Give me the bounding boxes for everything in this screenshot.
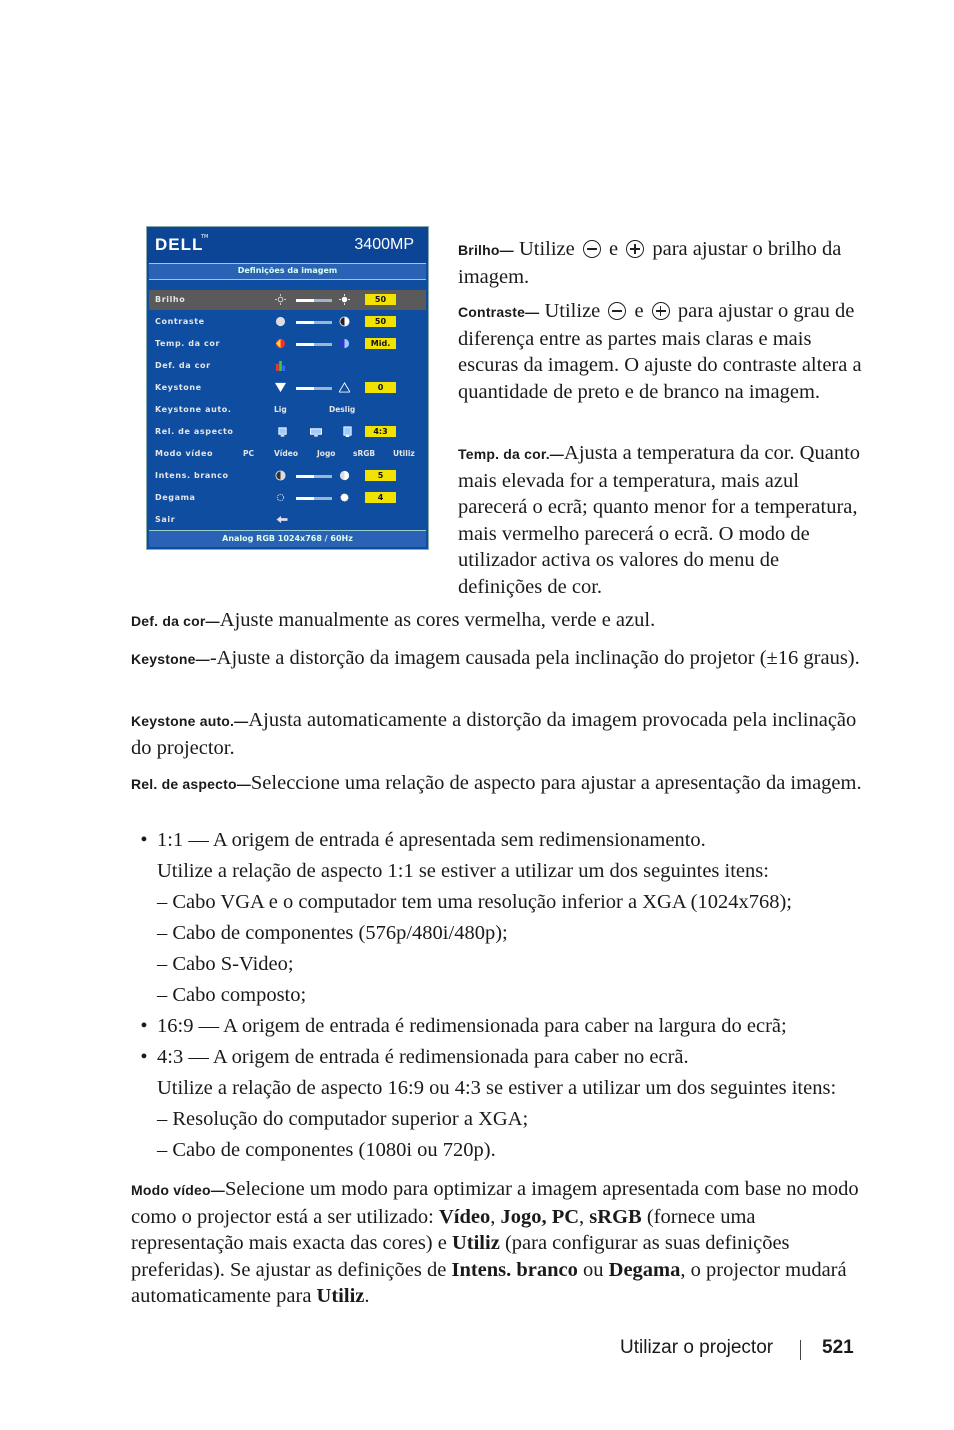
osd-row-temp-cor	[149, 334, 426, 354]
text-bold: Jogo, PC	[500, 1205, 580, 1228]
osd-option-lig: Lig	[274, 405, 287, 414]
list-item: • 1:1 — A origem de entrada é apresentada sem redimensionamento.	[140, 829, 706, 851]
text: Seleccione uma relação de aspecto para ajustar a apresentação da imagem.	[250, 772, 862, 794]
degama-slider	[296, 497, 332, 500]
osd-label: Contraste	[155, 317, 205, 326]
text: Utilize	[544, 300, 601, 322]
text: Ajusta automaticamente a distorção da imagem provocada pela inclinação do projector.	[131, 709, 857, 759]
term-rel-aspecto: Rel. de aspecto—	[131, 776, 251, 792]
paragraph-def-cor	[131, 607, 871, 635]
text: Ajuste manualmente as cores vermelha, verde e azul.	[219, 609, 656, 631]
osd-row-contraste	[149, 312, 426, 332]
white-intensity-high-icon	[339, 470, 350, 481]
plus-button-icon	[652, 302, 670, 320]
text: ou	[577, 1258, 609, 1281]
term-temp-cor: Temp. da cor.—	[458, 446, 565, 462]
minus-button-icon	[583, 240, 601, 258]
paragraph-brilho	[458, 236, 868, 290]
osd-label: Brilho	[155, 295, 186, 304]
osd-label: Intens. branco	[155, 471, 229, 480]
contrast-low-icon	[275, 316, 286, 327]
osd-label: Def. da cor	[155, 361, 211, 370]
paragraph-temp-cor	[458, 440, 868, 600]
osd-row-degama	[149, 488, 426, 508]
minus-button-icon	[608, 302, 626, 320]
term-def-cor: Def. da cor—	[131, 613, 220, 629]
osd-option-srgb: sRGB	[353, 449, 376, 458]
text-bold: Utiliz	[316, 1285, 365, 1307]
list-item-dash: – Resolução do computador superior a XGA;	[157, 1108, 529, 1130]
brilho-slider	[296, 299, 332, 302]
osd-title: Definições da imagem	[149, 263, 426, 280]
intens-branco-slider	[296, 475, 332, 478]
osd-value: 0	[365, 382, 396, 393]
list-item-sub: Utilize a relação de aspecto 16:9 ou 4:3 se estiver a utilizar um dos seguintes itens:	[157, 1077, 837, 1099]
rgb-bars-icon	[275, 360, 286, 371]
osd-footer-signal: Analog RGB 1024x768 / 60Hz	[149, 530, 426, 547]
contrast-high-icon	[339, 316, 350, 327]
osd-value: Mid.	[365, 338, 396, 349]
osd-label: Keystone	[155, 383, 202, 392]
text: para ajustar o brilho da imagem.	[458, 238, 842, 288]
list-item-dash: – Cabo VGA e o computador tem uma resolução inferior a XGA (1024x768);	[157, 891, 792, 913]
osd-value: 50	[365, 316, 396, 327]
trademark: TM	[201, 234, 209, 240]
white-intensity-low-icon	[275, 470, 286, 481]
text: (para configurar as suas definições preferidas). Se ajustar as definições de	[131, 1232, 790, 1281]
degamma-low-icon	[275, 492, 286, 503]
text: Selecione um modo para optimizar a imagem apresentada com base no modo como o projector está a ser utilizado:	[131, 1178, 859, 1228]
text: -Ajuste a distorção da imagem causada pela inclinação do projetor (±16 graus).	[209, 647, 860, 669]
osd-label: Keystone auto.	[155, 405, 232, 414]
aspect-1-1-icon	[277, 426, 288, 437]
list-item-dash: – Cabo de componentes (576p/480i/480p);	[157, 922, 508, 944]
degamma-high-icon	[339, 492, 350, 503]
text: ,	[490, 1205, 501, 1228]
text: e	[634, 300, 644, 322]
osd-row-keystone-auto	[149, 400, 426, 420]
osd-menu-screenshot	[146, 226, 429, 550]
aspect-16-9-icon	[309, 426, 323, 437]
text-bold: Degama	[608, 1258, 681, 1281]
paragraph-modo-video	[131, 1176, 871, 1310]
osd-row-brilho	[149, 290, 426, 310]
paragraph-rel-aspecto	[131, 770, 871, 798]
term-keystone: Keystone—	[131, 651, 210, 667]
plus-button-icon	[626, 240, 644, 258]
term-contraste: Contraste—	[458, 304, 540, 320]
osd-option-jogo: Jogo	[317, 449, 336, 458]
term-modo-video: Modo vídeo—	[131, 1182, 225, 1198]
osd-row-def-cor	[149, 356, 426, 376]
footer-divider	[800, 1340, 801, 1360]
osd-value: 4	[365, 492, 396, 503]
contraste-slider	[296, 321, 332, 324]
text: 1:1 — A origem de entrada é apresentada sem redimensionamento.	[157, 829, 706, 851]
text: Ajusta a temperatura da cor. Quanto mais elevada for a temperatura, mais azul parecerá o ecrã; quanto menor for a temperatura, mais vermelho parecerá o ecrã. O modo de utilizador activa os valores do menu de definições de cor.	[458, 442, 861, 598]
aspect-ratio-list	[131, 825, 876, 1166]
footer-section-title: Utilizar o projector	[620, 1337, 774, 1358]
text: 4:3 — A origem de entrada é redimensionada para caber no ecrã.	[157, 1046, 689, 1068]
exit-arrow-icon	[275, 514, 289, 525]
term-brilho: Brilho—	[458, 242, 514, 258]
osd-option-utiliz: Utiliz	[393, 449, 415, 458]
osd-label: Degama	[155, 493, 196, 502]
term-keystone-auto: Keystone auto.—	[131, 713, 249, 729]
page-number: 521	[822, 1337, 854, 1358]
keystone-up-icon	[339, 382, 350, 393]
paragraph-contraste	[458, 298, 868, 405]
list-item-dash: – Cabo de componentes (1080i ou 720p).	[157, 1139, 496, 1161]
sun-bright-icon	[339, 294, 350, 305]
paragraph-keystone	[131, 645, 871, 673]
list-item: • 4:3 — A origem de entrada é redimensionada para caber no ecrã.	[140, 1046, 689, 1068]
osd-row-keystone	[149, 378, 426, 398]
osd-label: Rel. de aspecto	[155, 427, 234, 436]
text: e	[609, 238, 619, 260]
list-item-dash: – Cabo composto;	[157, 984, 307, 1006]
text: 16:9 — A origem de entrada é redimensionada para caber na largura do ecrã;	[157, 1015, 787, 1037]
osd-label: Sair	[155, 515, 176, 524]
paragraph-keystone-auto	[131, 707, 871, 761]
list-item: • 16:9 — A origem de entrada é redimensionada para caber na largura do ecrã;	[140, 1015, 787, 1037]
osd-value: 4:3	[365, 426, 396, 437]
osd-option-video: Vídeo	[274, 449, 298, 458]
aspect-4-3-icon	[342, 426, 353, 437]
osd-header	[147, 227, 428, 263]
osd-row-sair	[149, 510, 426, 530]
osd-value: 5	[365, 470, 396, 481]
sun-dim-icon	[275, 294, 286, 305]
text: ,	[579, 1205, 590, 1228]
osd-row-modo-video	[149, 444, 426, 464]
text-bold: Intens. branco	[451, 1258, 578, 1281]
list-item-dash: – Cabo S-Video;	[157, 953, 294, 975]
osd-option-pc: PC	[243, 449, 255, 458]
osd-option-deslig: Deslig	[329, 405, 356, 414]
text: Utilize	[518, 238, 575, 260]
text: para ajustar o grau de diferença entre as partes mais claras e mais escuras da imagem. O ajuste do contraste altera a quantidade de preto e de branco na imagem.	[458, 300, 862, 403]
model-name: 3400MP	[354, 236, 414, 253]
text: .	[364, 1285, 370, 1307]
temp-cor-slider	[296, 343, 332, 346]
osd-value: 50	[365, 294, 396, 305]
osd-label: Modo vídeo	[155, 449, 214, 458]
dell-logo: DELL	[155, 235, 204, 254]
osd-label: Temp. da cor	[155, 339, 221, 348]
text: (fornece uma representação mais exacta das cores) e	[131, 1205, 756, 1254]
osd-row-intens-branco	[149, 466, 426, 486]
text: , o projector mudará automaticamente para	[131, 1258, 847, 1307]
text-bold: Utiliz	[451, 1232, 500, 1254]
color-temp-cool-icon	[339, 338, 350, 349]
text-bold: sRGB	[589, 1205, 642, 1228]
text-bold: Vídeo	[438, 1205, 491, 1228]
osd-row-rel-aspecto	[149, 422, 426, 442]
keystone-slider	[296, 387, 332, 390]
list-item-sub: Utilize a relação de aspecto 1:1 se estiver a utilizar um dos seguintes itens:	[157, 860, 769, 882]
color-temp-warm-icon	[275, 338, 286, 349]
keystone-down-icon	[275, 382, 286, 393]
